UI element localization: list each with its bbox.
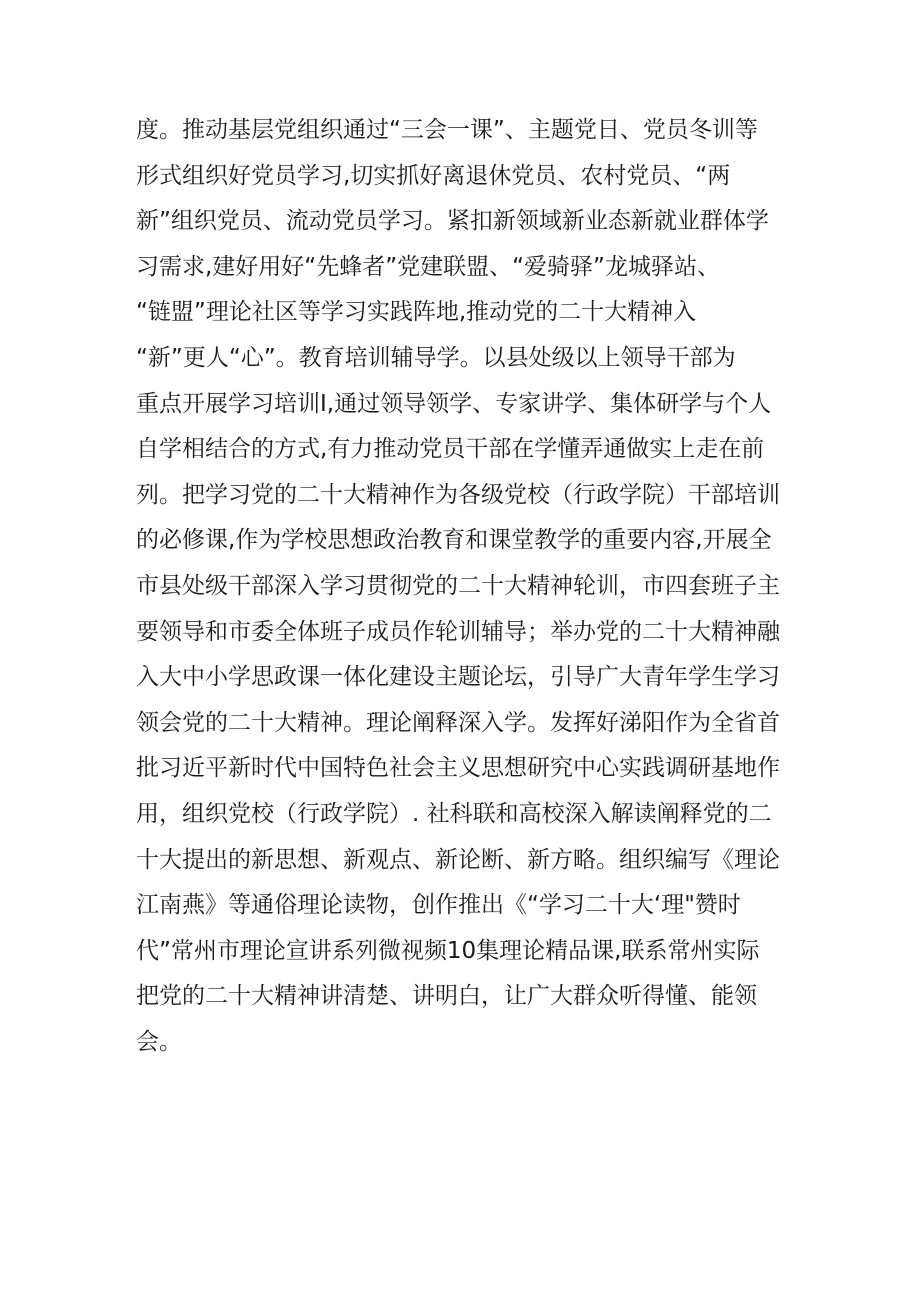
text-line: 领会党的二十大精神。理论阐释深入学。发挥好涕阳作为全省首 [136,709,780,736]
text-line: 习需求,建好用好“先蜂者”党建联盟、“爱骑驿”龙城驿站、 [136,253,720,280]
text-line: 用，组织党校（行政学院）. 社科联和高校深入解读阐释党的二 [136,800,772,827]
text-line: 形式组织好党员学习,切实抓好离退休党员、农村党员、“两 [136,162,731,189]
text-line: 自学相结合的方式,有力推动党员干部在学懂弄通做实上走在前 [136,436,765,463]
text-line: “链盟”理论社区等学习实践阵地,推动党的二十大精神入 [136,299,697,326]
text-line: 列。把学习党的二十大精神作为各级党校（行政学院）干部培训 [136,481,780,508]
text-line: 重点开展学习培训I,通过领导领学、专家讲学、集体研学与个人 [136,390,772,417]
text-line: “新”更人“心”。教育培训辅导学。以县处级以上领导干部为 [136,344,736,371]
text-line: 批习近平新时代中国特色社会主义思想研究中心实践调研基地作 [136,755,780,782]
text-line: 入大中小学思政课一体化建设主题论坛，引导广大青年学生学习 [136,664,780,691]
body-paragraph [136,108,796,1065]
text-line: 度。推动基层党组织通过“三会一课”、主题党日、党员冬训等 [136,117,758,143]
text-line: 的必修课,作为学校思想政治教育和课堂教学的重要内容,开展全 [136,527,772,554]
text-line: 会。 [136,1028,182,1055]
text-line: 代”常州市理论宣讲系列微视频10集理论精品课,联系常州实际 [136,937,760,964]
text-line: 十大提出的新思想、新观点、新论断、新方略。组织编写《理论 [136,846,780,873]
text-line: 新”组织党员、流动党员学习。紧扣新领域新业态新就业群体学 [136,208,769,235]
text-line: 把党的二十大精神讲清楚、讲明白，让广大群众听得懂、能领 [136,983,757,1010]
text-line: 要领导和市委全体班子成员作轮训辅导；举办党的二十大精神融 [136,618,780,645]
text-line: 市县处级干部深入学习贯彻党的二十大精神轮训，市四套班子主 [136,572,780,599]
text-line: 江南燕》等通俗理论读物，创作推出《“学习二十大‘理"赞时 [136,892,741,919]
